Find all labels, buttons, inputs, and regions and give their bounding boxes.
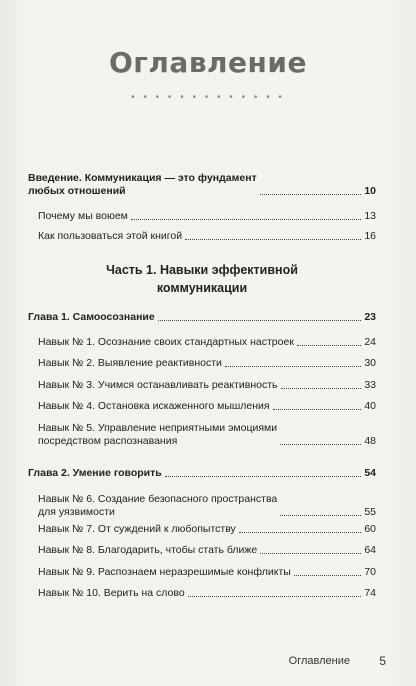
toc-entry-introduction[interactable] (28, 172, 376, 198)
toc-entry-page: 40 (364, 400, 376, 412)
toc-skill-7[interactable] (38, 523, 376, 536)
toc-entry-page: 60 (364, 523, 376, 535)
toc-entry-label: Глава 1. Самоосознание (28, 311, 155, 323)
dot-leader (273, 409, 362, 410)
page-number: 5 (379, 654, 386, 668)
toc-entry-page: 48 (364, 435, 376, 447)
toc-entry-label: Навык № 5. Управление неприятными эмоциями посредством распознавания (38, 422, 278, 447)
part-heading: Часть 1. Навыки эффективной коммуникации (106, 263, 298, 295)
toc-entry-label: Навык № 10. Верить на слово (38, 587, 185, 599)
dot-leader (239, 532, 362, 533)
title-ornament: • • • • • • • • • • • • • (131, 92, 285, 103)
toc-entry-label: Почему мы воюем (38, 210, 128, 222)
toc-entry-page: 23 (364, 311, 376, 323)
toc-entry-label: Навык № 2. Выявление реактивности (38, 357, 222, 369)
dot-leader (280, 515, 361, 516)
page-title: Оглавление (108, 46, 307, 79)
toc-entry-page: 55 (364, 506, 376, 518)
toc-entry-page: 70 (364, 566, 376, 578)
toc-entry-label: Введение. Коммуникация — это фундамент любых отношений (28, 172, 257, 197)
dot-leader (185, 239, 361, 240)
toc-skill-10[interactable] (38, 587, 376, 600)
toc-skill-5[interactable] (38, 422, 376, 448)
toc-skill-1[interactable] (38, 336, 376, 349)
dot-leader (281, 388, 362, 389)
dot-leader (188, 596, 362, 597)
dot-leader (225, 366, 361, 367)
toc-entry-label: Навык № 7. От суждений к любопытству (38, 523, 236, 535)
toc-entry-page: 64 (364, 544, 376, 556)
toc-chapter-1[interactable] (28, 311, 376, 324)
dot-leader (280, 444, 361, 445)
toc-entry-label: Как пользоваться этой книгой (38, 230, 183, 242)
toc-skill-8[interactable] (38, 544, 376, 557)
toc-entry-page: 24 (364, 336, 376, 348)
toc-entry-label: Навык № 8. Благодарить, чтобы стать ближе (38, 544, 258, 556)
toc-skill-3[interactable] (38, 379, 376, 392)
toc-entry-label: Навык № 3. Учимся останавливать реактивность (38, 379, 278, 391)
toc-entry-label: Навык № 4. Остановка искаженного мышления (38, 400, 270, 412)
dot-leader (131, 219, 361, 220)
toc-entry-page: 54 (364, 467, 376, 479)
toc-entry-page: 16 (364, 230, 376, 242)
toc-entry-page: 10 (364, 185, 376, 197)
toc-entry-page: 74 (364, 587, 376, 599)
toc-skill-6[interactable] (38, 493, 376, 519)
dot-leader (260, 194, 362, 195)
toc-entry-label: Навык № 9. Распознаем неразрешимые конфликты (38, 566, 291, 578)
toc-entry-page: 33 (364, 379, 376, 391)
running-footer: Оглавление (288, 655, 350, 667)
toc-entry-why-we-fight[interactable] (38, 210, 376, 223)
dot-leader (294, 575, 361, 576)
dot-leader (297, 345, 361, 346)
toc-skill-4[interactable] (38, 400, 376, 413)
toc-entry-page: 13 (364, 210, 376, 222)
dot-leader (165, 476, 362, 477)
toc-entry-label: Навык № 6. Создание безопасного пространства для уязвимости (38, 493, 278, 518)
toc-entry-page: 30 (364, 357, 376, 369)
dot-leader (260, 553, 361, 554)
toc-entry-how-to-use[interactable] (38, 230, 376, 243)
toc-entry-label: Глава 2. Умение говорить (28, 467, 162, 479)
toc-skill-9[interactable] (38, 566, 376, 579)
toc-chapter-2[interactable] (28, 467, 376, 480)
dot-leader (158, 320, 362, 321)
toc-entry-label: Навык № 1. Осознание своих стандартных настроек (38, 336, 294, 348)
toc-skill-2[interactable] (38, 357, 376, 370)
